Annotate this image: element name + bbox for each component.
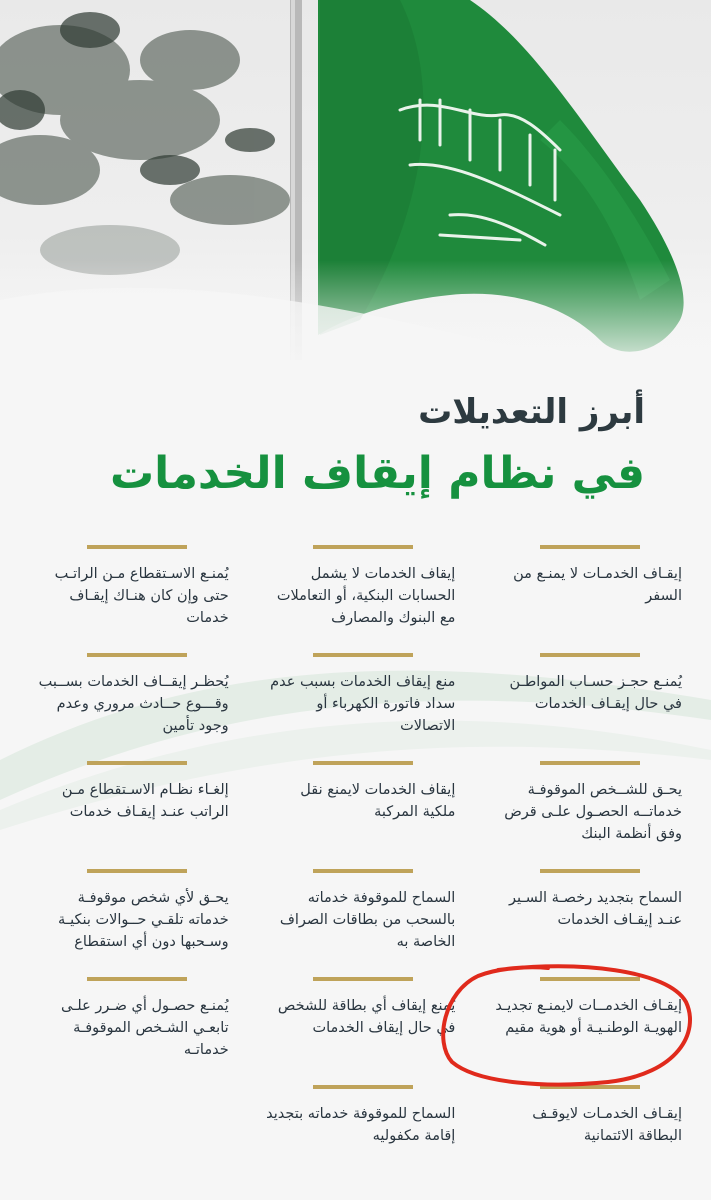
amendment-card — [30, 653, 237, 761]
gold-divider — [313, 977, 413, 981]
amendment-card-highlighted — [483, 977, 690, 1085]
gold-divider — [313, 869, 413, 873]
gold-divider — [313, 545, 413, 549]
gold-divider — [87, 761, 187, 765]
amendment-text: منع إيقاف الخدمات بسبب عدم سداد فاتورة الكهرباء أو الاتصالات — [270, 674, 456, 734]
amendment-card — [483, 761, 690, 869]
amendment-card — [483, 1085, 690, 1193]
amendment-text: يُمنـع حجـز حسـاب المواطـن في حال إيقـاف الخدمات — [509, 674, 682, 712]
gold-divider — [540, 977, 640, 981]
gold-divider — [87, 869, 187, 873]
amendment-card — [30, 977, 237, 1085]
amendment-text: يُمنـع حصـول أي ضـرر علـى تابعـي الشـخص الموقوفـة خدماتـه — [60, 998, 229, 1058]
gold-divider — [540, 761, 640, 765]
amendment-card — [257, 761, 464, 869]
hero-fade — [0, 260, 711, 380]
amendment-text: يُحظـر إيقــاف الخدمات بســبب وقـــوع حــادث مروري وعدم وجود تأمين — [38, 674, 229, 734]
amendment-text: إيقاف الخدمات لا يشمل الحسابات البنكية، أو التعاملات مع البنوك والمصارف — [276, 566, 456, 626]
gold-divider — [540, 869, 640, 873]
gold-divider — [540, 545, 640, 549]
amendment-card — [257, 653, 464, 761]
gold-divider — [87, 653, 187, 657]
amendment-text: إيقاف الخدمات لايمنع نقل ملكية المركبة — [300, 782, 456, 820]
amendment-card — [30, 545, 237, 653]
amendment-card — [30, 761, 237, 869]
gold-divider — [540, 653, 640, 657]
amendment-card — [30, 869, 237, 977]
amendment-text: السماح للموقوفة خدماته بالسحب من بطاقات الصراف الخاصة به — [279, 890, 456, 950]
amendment-text: يحـق للشــخص الموقوفـة خدماتــه الحصـول علـى قرض وفق أنظمة البنك — [504, 782, 682, 842]
amendment-text: السماح بتجديد رخصـة السـير عنـد إيقـاف الخدمات — [509, 890, 682, 928]
amendment-text: إيقـاف الخدمـات لا يمنـع من السفر — [513, 566, 682, 604]
amendment-text: يحـق لأي شخص موقوفـة خدماته تلقـي حــوالات بنكيـة وسـحبها دون أي استقطاع — [58, 890, 229, 950]
amendment-text: يُمنـع الاسـتقطاع مـن الراتـب حتى وإن كان هنـاك إيقـاف خدمات — [54, 566, 229, 626]
gold-divider — [87, 977, 187, 981]
hero-banner — [0, 0, 711, 380]
gold-divider — [313, 761, 413, 765]
page-title: أبرز التعديلات — [418, 392, 645, 432]
gold-divider — [313, 1085, 413, 1089]
amendment-text: السماح للموقوفة خدماته بتجديد إقامة مكفوليه — [266, 1106, 456, 1144]
gold-divider — [313, 653, 413, 657]
amendment-card — [483, 545, 690, 653]
amendment-text: إيقـاف الخدمـات لايوقـف البطاقة الائتمانية — [532, 1106, 682, 1144]
amendment-card — [257, 977, 464, 1085]
gold-divider — [540, 1085, 640, 1089]
page-subtitle: في نظام إيقاف الخدمات — [109, 448, 645, 499]
amendment-text: يُمنع إيقاف أي بطاقة للشخص في حال إيقاف الخدمات — [277, 998, 456, 1036]
amendments-grid — [30, 545, 690, 1193]
amendment-text: إيقـاف الخدمــات لايمنـع تجديـد الهويـة الوطنـيـة أو هوية مقيم — [495, 998, 682, 1036]
amendment-card — [483, 869, 690, 977]
amendment-card — [257, 545, 464, 653]
amendment-card — [257, 869, 464, 977]
amendment-card — [483, 653, 690, 761]
gold-divider — [87, 545, 187, 549]
amendment-text: إلغـاء نظـام الاسـتقطاع مـن الراتب عنـد إيقـاف خدمات — [61, 782, 229, 820]
amendment-card — [257, 1085, 464, 1193]
